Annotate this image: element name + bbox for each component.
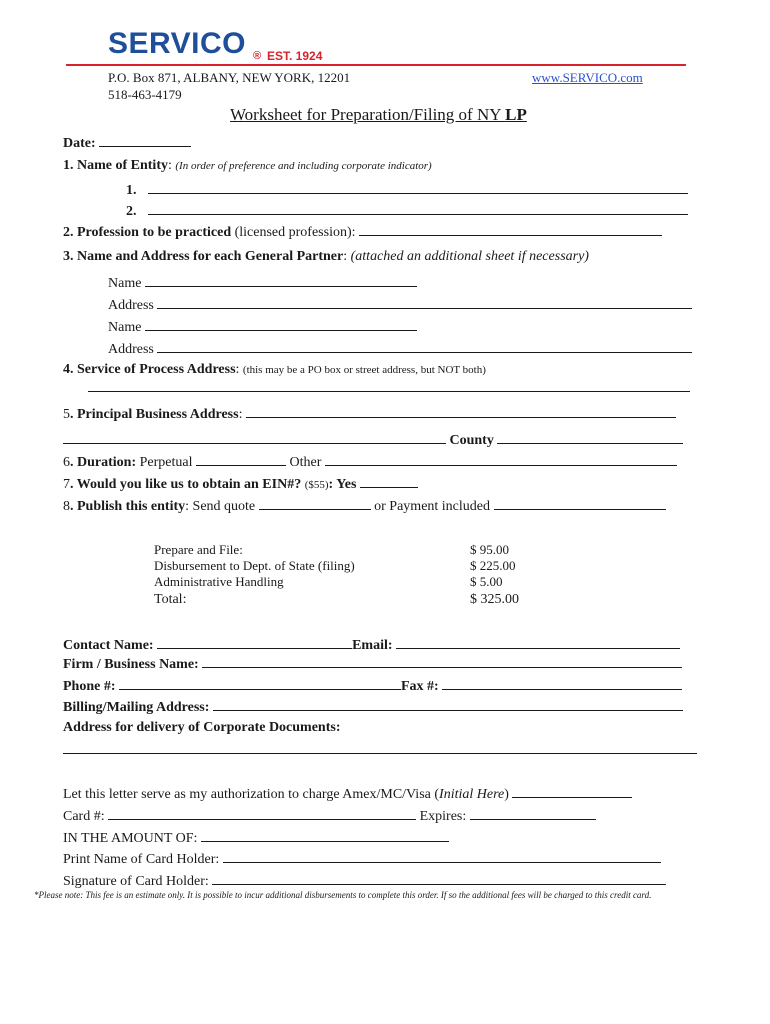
entity-name-1-input[interactable] — [148, 180, 688, 194]
fee-estimate-note: *Please note: This fee is an estimate only. It is possible to incur additional disbursements to complete this order. If so the additional fees will be charged to this credit card. — [34, 890, 652, 900]
other-duration-input[interactable] — [325, 452, 677, 466]
amount-input[interactable] — [201, 828, 449, 842]
send-quote-input[interactable] — [259, 496, 371, 510]
email-input[interactable] — [396, 635, 680, 649]
card-number-input[interactable] — [108, 806, 416, 820]
servico-logo: SERVICO — [108, 27, 246, 60]
q6-duration: 6. Duration: Perpetual Other — [63, 452, 677, 472]
partner1-name-input[interactable] — [145, 273, 417, 287]
county-input[interactable] — [497, 430, 683, 444]
initial-input[interactable] — [512, 784, 632, 798]
partner1-name-row: Name — [108, 273, 417, 293]
fee-row-label: Disbursement to Dept. of State (filing) — [154, 558, 355, 573]
date-input[interactable] — [99, 133, 191, 147]
fee-row-amount: $ 95.00 — [470, 542, 509, 557]
q1-entity-name: 1. Name of Entity: (In order of preference and including corporate indicator) — [63, 158, 432, 173]
phone-fax-row: Phone #: Fax #: — [63, 676, 682, 696]
billing-row: Billing/Mailing Address: — [63, 697, 683, 717]
registered-mark: ® — [253, 50, 262, 62]
q7-ein: 7. Would you like us to obtain an EIN#? ($55): Yes — [63, 474, 418, 494]
amount-row: IN THE AMOUNT OF: — [63, 828, 449, 848]
fee-row-label: Administrative Handling — [154, 574, 284, 589]
profession-input[interactable] — [359, 222, 662, 236]
firm-name-input[interactable] — [202, 654, 682, 668]
date-label: Date: — [63, 136, 96, 151]
card-row: Card #: Expires: — [63, 806, 596, 826]
billing-address-input[interactable] — [213, 697, 683, 711]
ein-yes-input[interactable] — [360, 474, 418, 488]
website-link[interactable]: www.SERVICO.com — [532, 70, 643, 85]
page-title: Worksheet for Preparation/Filing of NY LP — [230, 105, 527, 124]
partner2-name-input[interactable] — [145, 317, 417, 331]
fax-input[interactable] — [442, 676, 682, 690]
signature-input[interactable] — [212, 871, 666, 885]
county-row: County — [63, 430, 683, 450]
partner1-address-row: Address — [108, 295, 692, 315]
expires-input[interactable] — [470, 806, 596, 820]
q4-service-of-process: 4. Service of Process Address: (this may be a PO box or street address, but NOT both) — [63, 362, 486, 377]
q5-principal-address: 5. Principal Business Address: — [63, 404, 676, 424]
firm-row: Firm / Business Name: — [63, 654, 682, 674]
delivery-address-input[interactable] — [63, 740, 697, 754]
principal-address-line2-input[interactable] — [63, 430, 446, 444]
fee-row-label: Prepare and File: — [154, 542, 243, 557]
delivery-row: Address for delivery of Corporate Documents: — [63, 720, 341, 735]
q3-general-partner: 3. Name and Address for each General Partner: (attached an additional sheet if necessary) — [63, 249, 589, 264]
date-field — [63, 133, 191, 153]
q2-profession: 2. Profession to be practiced (licensed profession): — [63, 222, 662, 242]
established-label: EST. 1924 — [267, 49, 323, 63]
process-address-input[interactable] — [88, 378, 690, 392]
q8-publish: 8. Publish this entity: Send quote or Payment included — [63, 496, 666, 516]
fee-row-amount: $ 225.00 — [470, 558, 516, 573]
principal-address-input[interactable] — [246, 404, 676, 418]
print-name-row: Print Name of Card Holder: — [63, 849, 661, 869]
authorization-row: Let this letter serve as my authorization to charge Amex/MC/Visa (Initial Here) — [63, 784, 632, 804]
partner2-address-row: Address — [108, 339, 692, 359]
contact-row: Contact Name: Email: — [63, 635, 680, 655]
signature-row: Signature of Card Holder: — [63, 871, 666, 891]
contact-name-input[interactable] — [157, 635, 352, 649]
partner2-name-row: Name — [108, 317, 417, 337]
perpetual-input[interactable] — [196, 452, 286, 466]
phone-input[interactable] — [119, 676, 401, 690]
q1-choice-1: 1. — [126, 180, 688, 200]
phone-number: 518-463-4179 — [108, 87, 182, 102]
mailing-address: P.O. Box 871, ALBANY, NEW YORK, 12201 — [108, 70, 351, 85]
partner1-address-input[interactable] — [157, 295, 692, 309]
header-divider — [66, 64, 686, 66]
fee-row-amount: $ 5.00 — [470, 574, 503, 589]
payment-included-input[interactable] — [494, 496, 666, 510]
partner2-address-input[interactable] — [157, 339, 692, 353]
entity-name-2-input[interactable] — [148, 201, 688, 215]
fee-total-amount: $ 325.00 — [470, 592, 519, 607]
cardholder-name-input[interactable] — [223, 849, 661, 863]
q1-choice-2: 2. — [126, 201, 688, 221]
fee-total-label: Total: — [154, 592, 187, 607]
